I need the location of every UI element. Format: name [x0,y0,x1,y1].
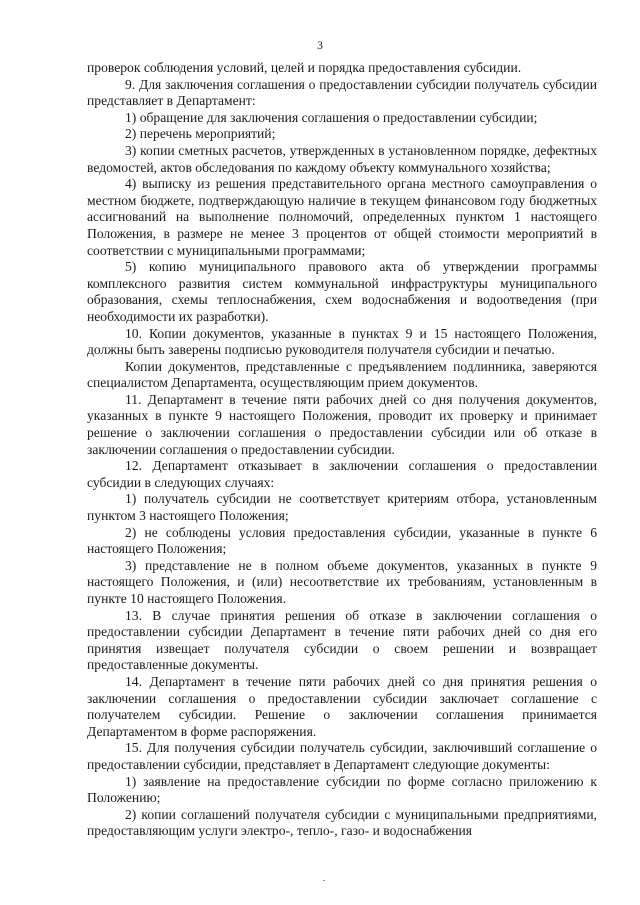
paragraph-item-15: 15. Для получения субсидии получатель субсидии, заключивший соглашение о предоставлении субсидии, представляет в Департамент следующие документы: [87,740,597,772]
paragraph-item-12-3: 3) представление не в полном объеме документов, указанных в пункте 9 настоящего Положения, и (или) несоответствие их требованиям, установленным в пункте 10 настоящего Положения. [87,557,597,606]
paragraph-item-9-4: 4) выписку из решения представительного органа местного самоуправления о местном бюджете, подтверждающую наличие в текущем финансовом году бюджетных ассигнований на выполнение полномочий, определенных пунктом 1 настоящего Положения, в размере не менее 3 процентов от общей стоимости мероприятий в соответствии с муниципальными программами; [87,176,597,258]
paragraph-item-12: 12. Департамент отказывает в заключении соглашения о предоставлении субсидии в следующих случаях: [87,458,597,490]
paragraph-item-15-2: 2) копии соглашений получателя субсидии с муниципальными предприятиями, предоставляющим услуги электро-, тепло-, газо- и водоснабжения [87,806,597,839]
paragraph-item-10-note: Копии документов, представленные с предъявлением подлинника, заверяются специалистом Департамента, осуществляющим прием документов. [87,358,597,391]
paragraph-item-9-2: 2) перечень мероприятий; [125,126,276,142]
paragraph-item-12-2: 2) не соблюдены условия предоставления субсидии, указанные в пункте 6 настоящего Положения; [87,524,597,557]
paragraph-item-9-3: 3) копии сметных расчетов, утвержденных в установленном порядке, дефектных ведомостей, актов обследования по каждому объекту коммунального хозяйства; [87,142,597,175]
page-number: 3 [317,40,323,52]
paragraph-item-11: 11. Департамент в течение пяти рабочих дней со дня получения документов, указанных в пункте 9 настоящего Положения, проводит их проверку и принимает решение о заключении соглашения о предоставлении субсидии или об отказе в заключении соглашения о предоставлении субсидии. [87,391,597,457]
paragraph-item-10: 10. Копии документов, указанные в пунктах 9 и 15 настоящего Положения, должны быть заверены подписью руководителя получателя субсидии и печатью. [87,325,597,358]
scan-speck [323,880,325,881]
paragraph-item-9: 9. Для заключения соглашения о предоставлении субсидии получатель субсидии представляет в Департамент: [87,76,597,109]
paragraph-item-13: 13. В случае принятия решения об отказе в заключении соглашения о предоставлении субсидии Департамент в течение пяти рабочих дней со дня его принятия извещает получателя субсидии о своем решении и возвращает предоставленные документы. [87,607,597,673]
paragraph-continuation: проверок соблюдения условий, целей и порядка предоставления субсидии. [87,60,522,75]
paragraph-item-14: 14. Департамент в течение пяти рабочих дней со дня принятия решения о заключении соглашения о предоставлении субсидии заключает соглашение с получателем субсидии. Решение о заключении соглашения принимается Департаментом в форме распоряжения. [87,673,597,739]
paragraph-item-15-1: 1) заявление на предоставление субсидии по форме согласно приложению к Положению; [87,773,597,806]
paragraph-item-9-5: 5) копию муниципального правового акта об утверждении программы комплексного развития систем коммунальной инфраструктуры муниципального образования, схемы теплоснабжения, схем водоснабжения и водоотведения (при необходимости их разработки). [87,259,597,324]
paragraph-item-9-1: 1) обращение для заключения соглашения о предоставлении субсидии; [125,109,538,125]
paragraph-item-12-1: 1) получатель субсидии не соответствует критериям отбора, установленным пунктом 3 настоящего Положения; [87,491,597,524]
document-text [87,60,597,840]
